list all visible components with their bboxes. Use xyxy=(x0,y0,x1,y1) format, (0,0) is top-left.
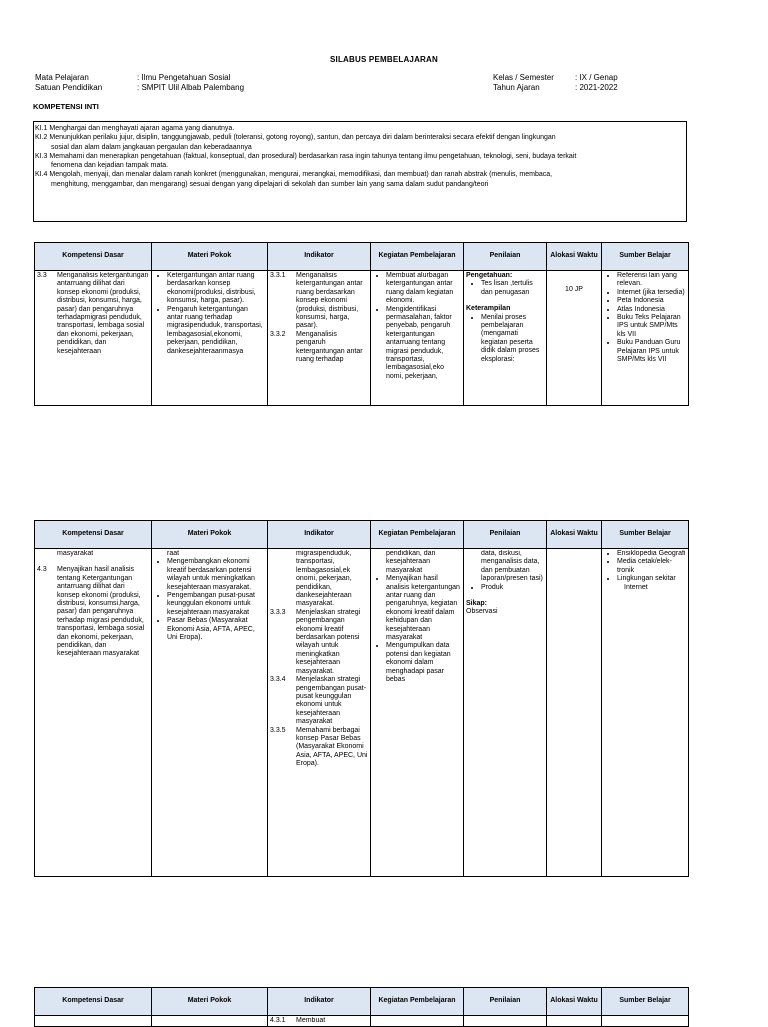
table-header-row xyxy=(35,521,689,549)
kd-number: 3.3 xyxy=(37,272,47,279)
list-item: • Membuat alurbagan ketergantungan antar ruang dalam kegiatan ekonomi. xyxy=(386,272,461,306)
list-item: • Buku Panduan Guru Pelajaran IPS untuk SMP/Mts kls VII xyxy=(617,339,686,364)
alokasi-cell xyxy=(549,550,599,875)
indikator-text: Menjelaskan strategi pengembangan ekonomi kreatif berdasarkan potensi wilayah untuk meningkatkan kesejahteraan masyarakat. xyxy=(296,608,361,675)
meta-label: Mata Pelajaran xyxy=(35,73,89,82)
kd-cell xyxy=(37,550,149,875)
header-sumber: Sumber Belajar xyxy=(602,521,689,549)
kegiatan-cell xyxy=(373,550,461,875)
list-item: • Mengidentifikasi permasalahan, faktor penyebab, pengaruh ketergantungan antarruang tentang migrasi penduduk, transportasi, lembagasosial,eko nomi, pekerjaan, xyxy=(386,306,461,382)
list-item: • Pengaruh ketergantungan antar ruang terhadap migrasipenduduk, transportasi, lembagasosial,ekonomi, pekerjaan, pendidikan, dankesejahteraanmasya xyxy=(167,306,265,356)
indikator-number: 3.3.3 xyxy=(270,608,286,616)
list-item: • Peta Indonesia xyxy=(617,297,686,305)
ki-item: KI.3 Memahami dan menerapkan pengetahuan (faktual, konseptual, dan prosedural) berdasarkan rasa ingin tahunya tentang ilmu pengetahuan, teknologi, seni, budaya terkait xyxy=(35,152,577,160)
header-kegiatan: Kegiatan Pembelajaran xyxy=(371,988,464,1016)
meta-left xyxy=(35,73,244,93)
list-item: • Ketergantungan antar ruang berdasarkan konsep ekonomi(produksi, distribusi, konsumsi, harga, pasar). xyxy=(167,272,265,306)
meta-label: Satuan Pendidikan xyxy=(35,83,103,92)
penilaian-keterampilan-label: Keterampilan xyxy=(466,305,511,313)
penilaian-cell xyxy=(466,550,544,875)
header-sumber: Sumber Belajar xyxy=(602,988,689,1016)
ki-item-cont: menghitung, menggambar, dan mengarang) sesuai dengan yang dipelajari di sekolah dan sumber lain yang sama dalam sudut pandang/teori xyxy=(51,180,489,188)
materi-continued: raat xyxy=(167,550,180,557)
materi-cell xyxy=(154,272,265,404)
header-indikator: Indikator xyxy=(268,988,371,1016)
syllabus-table-1 xyxy=(34,242,689,406)
document-title: SILABUS PEMBELAJARAN xyxy=(329,55,438,64)
header-materi-pokok: Materi Pokok xyxy=(152,988,268,1016)
indikator-cell xyxy=(270,272,368,404)
list-item: • Referensi lain yang relevan. xyxy=(617,272,686,289)
ki-item-cont: sosial dan alam dalam jangkauan pergaulan dan keberadaannya xyxy=(51,143,252,151)
indikator-text: Menganalisis pengaruh ketergantungan antar ruang terhadap xyxy=(296,330,363,364)
kegiatan-cell xyxy=(373,272,461,404)
header-kompetensi-dasar: Kompetensi Dasar xyxy=(35,243,152,271)
alokasi-value: 10 JP xyxy=(565,286,583,293)
table-header-row xyxy=(35,988,689,1016)
list-item: • Ensiklopedia Geografi xyxy=(617,550,686,558)
list-item: • Buku Teks Pelajaran IPS untuk SMP/Mts kls VII xyxy=(617,314,686,339)
penilaian-continued: data, diskusi, menganalisis data, dan pembuatan laporan/presen tasi) xyxy=(481,550,543,583)
sumber-extra: Internet xyxy=(624,583,648,591)
list-item: • Atlas Indonesia xyxy=(617,306,686,314)
syllabus-table-2 xyxy=(34,520,689,877)
kd-text: Menganalisis ketergantungan antarruang dilihat dari konsep ekonomi (produksi, distribusi, konsumsi, harga, pasar) dan pengaruhnya terhadapmigrasi penduduk, transportasi, lembaga sosial dan ekonomi, pekerjaan, pendidikan, dan kesejahteraan xyxy=(57,272,149,355)
header-alokasi: Alokasi Waktu xyxy=(547,521,602,549)
meta-label: Tahun Ajaran xyxy=(493,83,540,92)
kd-cell xyxy=(37,272,149,404)
kegiatan-continued: pendidikan, dan kesejahteraan masyarakat xyxy=(386,550,436,574)
indikator-cell xyxy=(270,550,368,875)
sikap-label: Sikap: xyxy=(466,600,488,608)
header-indikator: Indikator xyxy=(268,243,371,271)
list-item: • Mengumpulkan data potensi dan kegiatan ekonomi dalam menghadapi pasar bebas xyxy=(386,642,461,684)
indikator-text: Memahami berbagai konsep Pasar Bebas (Masyarakat Ekonomi Asia, AFTA, APEC, Uni Eropa). xyxy=(296,726,368,768)
ki-item: KI.4 Mengolah, menyaji, dan menalar dalam ranah konkret (menggunakan, mengurai, merangkai, memodifikasi, dan membuat) dan ranah abstrak (menulis, membaca, xyxy=(35,171,553,179)
ki-box xyxy=(33,121,687,222)
penilaian-cell xyxy=(466,272,544,404)
indikator-continued: migrasipenduduk, transportasi, lembagasosial,ek onomi, pekerjaan, pendidikan, dankesejahteraan masyarakat. xyxy=(296,550,352,608)
meta-value: : IX / Genap xyxy=(575,73,618,82)
header-indikator: Indikator xyxy=(268,521,371,549)
ki-item: KI.2 Menunjukkan perilaku jujur, disiplin, tanggungjawab, peduli (toleransi, gotong royong), santun, dan percaya diri dalam berinteraksi secara efektif dengan lingkungan xyxy=(35,134,556,142)
table-header-row xyxy=(35,243,689,271)
list-item: • Menilai proses pembelajaran (mengamati kegiatan peserta didik dalam proses eksplorasi: xyxy=(481,314,544,364)
header-alokasi: Alokasi Waktu xyxy=(547,988,602,1016)
header-materi-pokok: Materi Pokok xyxy=(152,521,268,549)
sumber-cell xyxy=(604,550,686,875)
indikator-number: 3.3.1 xyxy=(270,272,286,279)
list-item: • Produk xyxy=(481,584,544,592)
alokasi-cell xyxy=(549,272,599,404)
header-materi-pokok: Materi Pokok xyxy=(152,243,268,271)
meta-value: : 2021-2022 xyxy=(575,83,618,92)
meta-value: : SMPIT Ulil Albab Palembang xyxy=(137,83,245,92)
list-item: • Internet (jika tersedia) xyxy=(617,289,686,297)
header-kegiatan: Kegiatan Pembelajaran xyxy=(371,521,464,549)
materi-cell xyxy=(154,550,265,875)
list-item: • Pengembangan pusat-pusat keunggulan ekonomi untuk kesejahteraan masyarakat xyxy=(167,592,265,617)
header-alokasi: Alokasi Waktu xyxy=(547,243,602,271)
header-penilaian: Penilaian xyxy=(464,521,547,549)
indikator-text: Menganalisis ketergantungan antar ruang berdasarkan konsep ekonomi (produksi, distribusi, konsumsi, harga, pasar). xyxy=(296,272,363,330)
table-row xyxy=(35,271,689,406)
table-row xyxy=(35,549,689,877)
list-item: • Tes lisan ,tertulis dan penugasan xyxy=(481,280,544,297)
sumber-cell xyxy=(604,272,686,404)
penilaian-pengetahuan-label: Pengetahuan: xyxy=(466,272,513,279)
kd-text: Menyajikan hasil analisis tentang Ketergantungan antarruang dilihat dari konsep ekonomi (produksi, distribusi, konsumsi,harga, pasar) dan pengaruhnya terhadap migrasi penduduk, transportasi, lembaga sosial dan ekonomi, pekerjaan, pendidikan, dan kesejahteraan masyarakat xyxy=(57,566,145,658)
indikator-text: Menjelaskan strategi pengembangan pusat-pusat keunggulan ekonomi untuk kesejahteraan masyarakat xyxy=(296,676,367,726)
list-item: • Menyajikan hasil analisis ketergantungan antar ruang dan pengaruhnya, kegiatan ekonomi kreatif dalam kehidupan dan kesejahteraan masyarakat xyxy=(386,575,461,642)
indikator-number: 4.3.1 xyxy=(270,1017,286,1024)
header-sumber: Sumber Belajar xyxy=(602,243,689,271)
syllabus-table-3 xyxy=(34,987,689,1027)
meta-label: Kelas / Semester xyxy=(493,73,554,82)
header-kegiatan: Kegiatan Pembelajaran xyxy=(371,243,464,271)
list-item: • Media cetak/elek-tronik xyxy=(617,558,686,575)
list-item: • Mengembangkan ekonomi kreatif berdasarkan potensi wilayah untuk meningkatkan kesejahteraan masyarakat. xyxy=(167,558,265,592)
list-item: • Lingkungan sekitar xyxy=(617,575,686,583)
ki-heading: KOMPETENSI INTI xyxy=(33,102,99,111)
table-row xyxy=(35,1016,689,1027)
sikap-value: Observasi xyxy=(466,608,498,616)
header-kompetensi-dasar: Kompetensi Dasar xyxy=(35,521,152,549)
header-penilaian: Penilaian xyxy=(464,988,547,1016)
header-kompetensi-dasar: Kompetensi Dasar xyxy=(35,988,152,1016)
indikator-number: 3.3.4 xyxy=(270,676,286,684)
kd-continued: masyarakat xyxy=(57,550,94,557)
meta-value: : Ilmu Pengetahuan Sosial xyxy=(137,73,231,82)
header-penilaian: Penilaian xyxy=(464,243,547,271)
indikator-number: 3.3.5 xyxy=(270,726,286,734)
indikator-text: Membuat xyxy=(296,1017,326,1024)
kd-number: 4.3 xyxy=(37,566,47,574)
ki-item: KI.1 Menghargai dan menghayati ajaran agama yang dianutnya. xyxy=(35,125,235,132)
ki-item-cont: fenomena dan kejadian tampak mata. xyxy=(51,162,169,170)
indikator-number: 3.3.2 xyxy=(270,330,286,338)
list-item: • Pasar Bebas (Masyarakat Ekonomi Asia, AFTA, APEC, Uni Eropa). xyxy=(167,617,265,642)
meta-right xyxy=(493,73,618,93)
